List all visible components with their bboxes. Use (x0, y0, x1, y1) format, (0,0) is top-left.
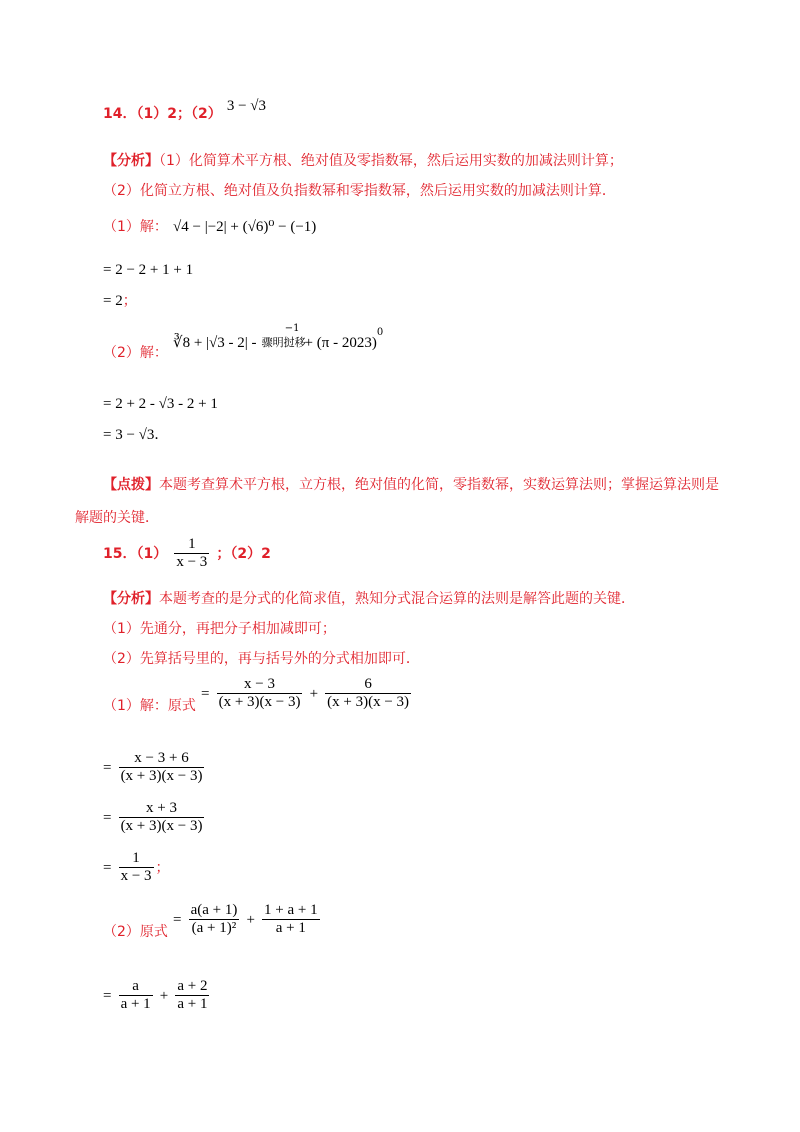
q15-part2-f2-den: a + 1 (275, 920, 306, 936)
q15-part1-s2-num: x + 3 (119, 800, 205, 818)
q15-part2-s1: = $\frac{a}{a + 1}$ + $\frac{a + 2}{a + 1}$ (103, 978, 208, 1012)
q14-part2-label: （2）解： (103, 345, 168, 361)
q15-part1-f2 (325, 676, 411, 711)
q14-tip-tag: 【点拨】 (103, 477, 159, 493)
q14-part2-expr-b: + (π - 2023) (304, 335, 377, 351)
q14-part2-expr-a: ∛8 + |√3 - 2| - (173, 335, 257, 351)
q15-part1-f2-num: 6 (325, 676, 411, 694)
q15-part2-f1-den: (a + 1)² (191, 920, 237, 936)
q14-analysis-tag: 【分析】 (103, 153, 159, 169)
q15-part2-s1-num: a (119, 978, 153, 996)
q14-part1-step1: = 2 − 2 + 1 + 1 (103, 262, 194, 278)
q15-part1-s1-num: x − 3 + 6 (119, 750, 205, 768)
q14-analysis-1-text: （1）化简算术平方根、绝对值及零指数幂，然后运用实数的加减法则计算； (159, 153, 623, 169)
q14-part1-step2: = 2 (103, 293, 123, 309)
q14-tip-1 (103, 474, 719, 494)
q15-answer-num: 1 (174, 536, 209, 554)
q15-part1-s3-frac (119, 850, 154, 885)
q15-part1-s1: = $\frac{x - 3 + 6}{(x + 3)(x - 3)}$ (103, 750, 203, 784)
q15-analysis-1: （1）先通分，再把分子相加减即可； (103, 621, 336, 637)
q15-header (103, 536, 271, 571)
q15-header-a: 15．（1） (103, 546, 168, 562)
q14-part2-step2-tail: ． (154, 427, 169, 443)
q14-tip-2: 解题的关键． (75, 510, 159, 526)
q15-analysis-tag: 【分析】 (103, 591, 159, 607)
q15-part2: （2）原式 = $\frac{a(a + 1)}{\text{(a + 1)²}}$ + $\frac{1 + a + 1}{a + 1}$ (103, 902, 318, 940)
q15-part1-s2-den: (x + 3)(x − 3) (120, 818, 203, 834)
q14-header-text: 14．（1）2；（2） (103, 106, 222, 122)
q15-part1-s2-frac (119, 800, 205, 835)
q14-header-math: 3 − √3 (226, 98, 267, 114)
q15-part2-s2-den: a + 1 (177, 996, 208, 1012)
q15-analysis-text: 本题考查的是分式的化简求值，熟知分式混合运算的法则是解答此题的关键． (159, 591, 635, 607)
q14-tip-text-1: 本题考查算术平方根，立方根，绝对值的化简，零指数幂，实数运算法则；掌握运算法则是 (159, 477, 719, 493)
q14-analysis-2: （2）化简立方根、绝对值及负指数幂和零指数幂，然后运用实数的加减法则计算． (103, 183, 616, 199)
q14-part1-label: （1）解： (103, 219, 168, 235)
q15-part1-s1-frac (119, 750, 205, 785)
q15-part1-s2: = $\frac{x + 3}{(x + 3)(x - 3)}$ (103, 800, 203, 834)
q14-part2-step2-line (103, 424, 168, 444)
q15-part2-label: （2）原式 (103, 924, 168, 940)
q15-analysis-2: （2）先算括号里的，再与括号外的分式相加即可． (103, 651, 420, 667)
q15-part2-f2 (262, 902, 320, 937)
q14-part1-step2-tail: ； (122, 293, 137, 309)
q15-part1-s3-num: 1 (119, 850, 154, 868)
q15-answer-den: x − 3 (176, 554, 208, 570)
q15-analysis (103, 588, 635, 608)
q15-part2-f1-num: a(a + 1) (190, 902, 238, 918)
q15-part1-f1 (217, 676, 303, 711)
q14-part1 (103, 216, 316, 236)
q14-part2-step1: = 2 + 2 - √3 - 2 + 1 (103, 396, 218, 412)
q15-part1-s1-den: (x + 3)(x − 3) (120, 768, 203, 784)
q15-part2-s2-frac (175, 978, 209, 1013)
q15-part1-label: （1）解：原式 (103, 698, 196, 714)
q15-part2-s1-den: a + 1 (120, 996, 151, 1012)
q15-header-b: ；（2）2 (216, 546, 271, 562)
q14-part2-garbled: 骤明挝移 (261, 335, 306, 349)
q15-part1-f1-num: x − 3 (217, 676, 303, 694)
q15-part1-s3-den: x − 3 (120, 868, 152, 884)
q15-part1-f1-den: (x + 3)(x − 3) (218, 694, 301, 710)
q15-part1-f2-den: (x + 3)(x − 3) (327, 694, 410, 710)
q14-part1-expr: √4 − |−2| + (√6)⁰ − (−1) (173, 219, 317, 235)
q15-part1: （1）解：原式 = $\frac{x - 3}{(x + 3)(x - 3)}$ + $\frac{6}{(x + 3)(x - 3)}$ (103, 676, 410, 714)
q15-part2-s1-frac (119, 978, 153, 1013)
q15-part2-f2-num: 1 + a + 1 (264, 902, 318, 918)
q15-part2-f1 (189, 902, 240, 937)
q14-header (103, 98, 267, 123)
q14-part2: （2）解： ∛8 + |√3 - 2| - 骤明挝移 $^{-1}$ + (π - 2023)$^0$ (103, 322, 384, 361)
q15-part1-s3: = $\frac{1}{x - 3}$ ； (103, 850, 170, 884)
q14-part1-step2-line (103, 290, 137, 310)
q14-part2-step2: = 3 − √3 (103, 427, 155, 443)
q15-part1-s3-tail: ； (155, 860, 170, 876)
q15-answer-frac (174, 536, 209, 571)
q14-analysis-1 (103, 150, 623, 170)
q15-part2-s2-num: a + 2 (177, 978, 208, 994)
